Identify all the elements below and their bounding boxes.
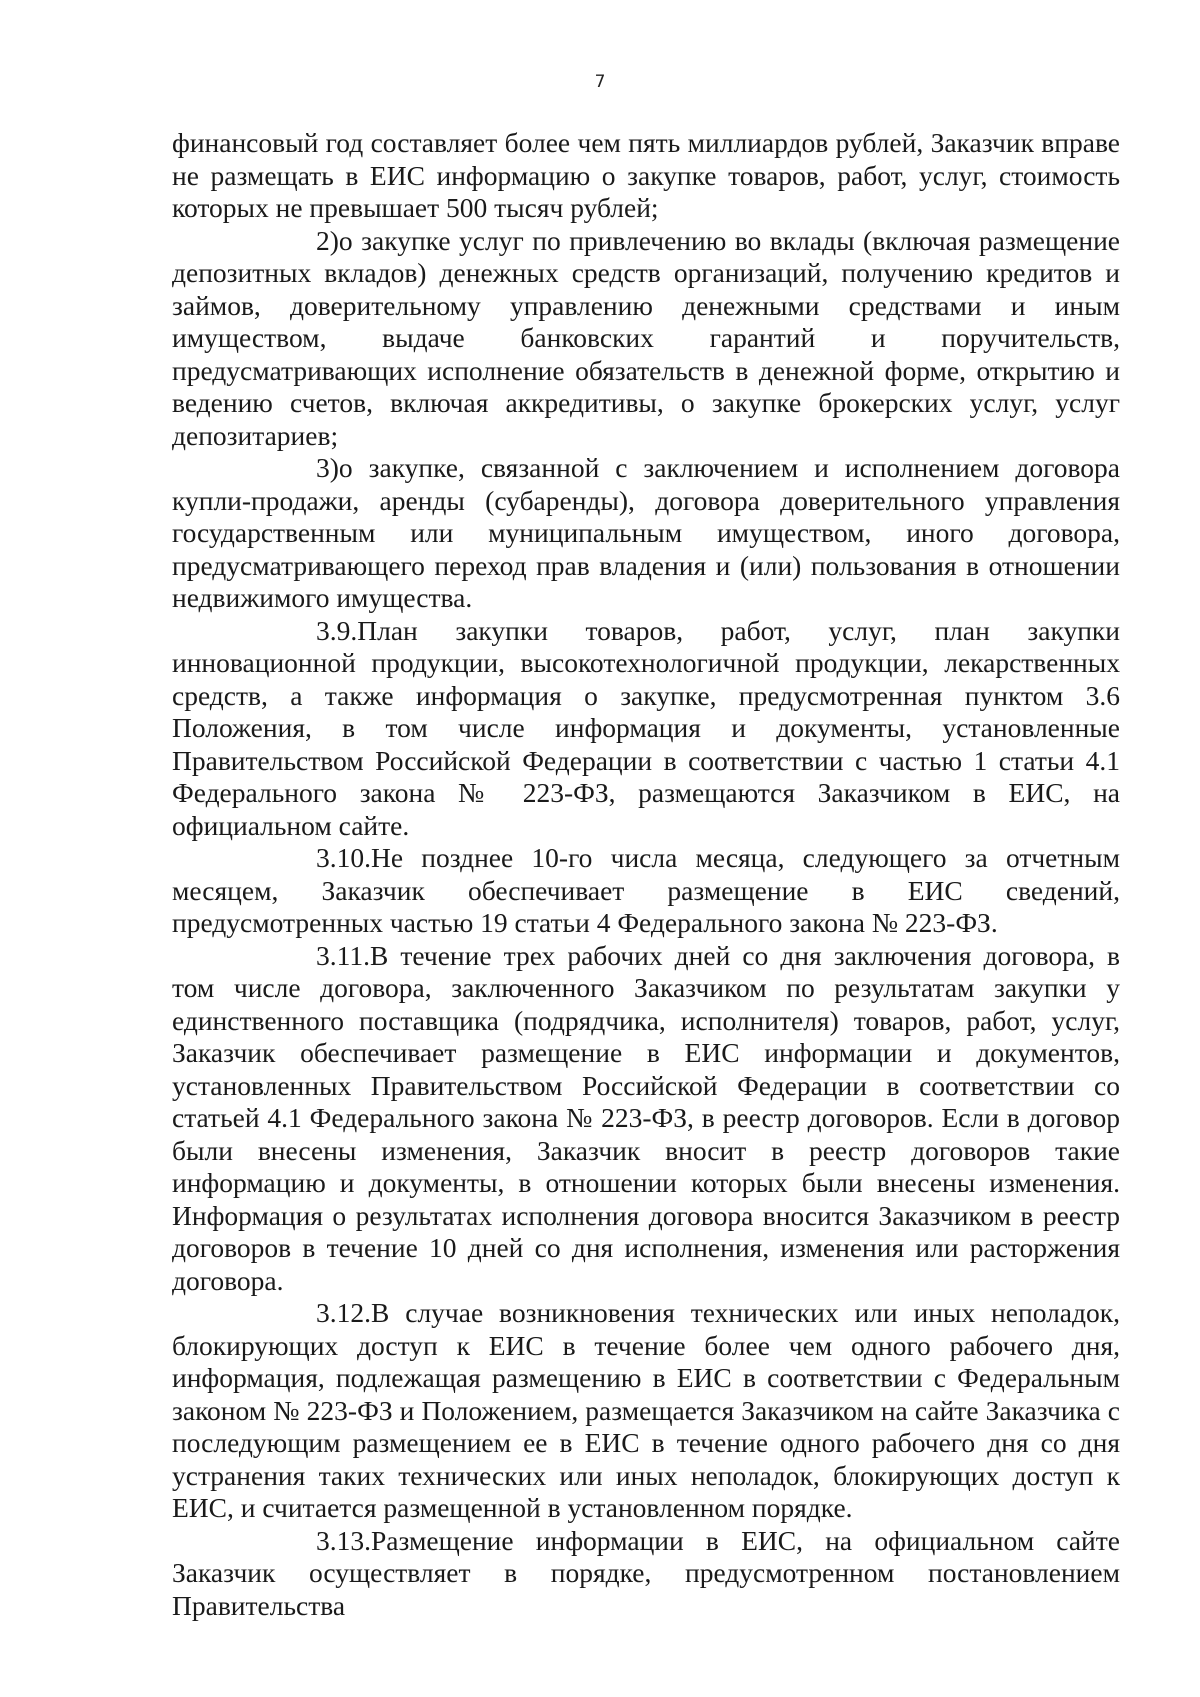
paragraph-clause-3-10 bbox=[172, 842, 1120, 940]
paragraph-continuation bbox=[172, 127, 1120, 225]
paragraph-number: 3.9. bbox=[316, 614, 358, 646]
paragraph-text: о закупке услуг по привлечению во вклады (включая размещение депозитных вкладов) денежных средств организаций, получению кредитов и займов, доверительному управлению денежными средствами и иным имуществом, выдаче банковских гарантий и поручительств, предусматривающих исполнение обязательств в денежной форме, открытию и ведению счетов, включая аккредитивы, о закупке брокерских услуг, услуг депозитариев; bbox=[172, 224, 1120, 451]
document-body bbox=[172, 127, 1120, 1622]
paragraph-item-3 bbox=[172, 452, 1120, 615]
paragraph-clause-3-13 bbox=[172, 1525, 1120, 1623]
paragraph-clause-3-9 bbox=[172, 615, 1120, 843]
paragraph-number: 2) bbox=[316, 224, 339, 256]
paragraph-number: 3.12. bbox=[316, 1297, 371, 1328]
page-number: 7 bbox=[594, 72, 606, 92]
paragraph-text: финансовый год составляет более чем пять миллиардов рублей, Заказчик вправе не размещать в ЕИС информацию о закупке товаров, работ, услуг, стоимость которых не превышает 500 тысяч рублей; bbox=[172, 127, 1120, 223]
paragraph-clause-3-11 bbox=[172, 940, 1120, 1298]
paragraph-number: 3) bbox=[316, 452, 339, 483]
paragraph-number: 3.11. bbox=[316, 939, 370, 971]
paragraph-text: о закупке, связанной с заключением и исполнением договора купли-продажи, аренды (субаренды), договора доверительного управления государственным или муниципальным имуществом, иного договора, предусматривающего переход прав владения и (или) пользования в отношении недвижимого имущества. bbox=[172, 452, 1120, 613]
paragraph-text: В случае возникновения технических или иных неполадок, блокирующих доступ к ЕИС в течение более чем одного рабочего дня, информация, подлежащая размещению в ЕИС в соответствии с Федеральным законом № 223-ФЗ и Положением, размещается Заказчиком на сайте Заказчика с последующим размещением ее в ЕИС в течение одного рабочего дня со дня устранения таких технических или иных неполадок, блокирующих доступ к ЕИС, и считается размещенной в установленном порядке. bbox=[172, 1297, 1120, 1523]
paragraph-text: Не позднее 10-го числа месяца, следующего за отчетным месяцем, Заказчик обеспечивает размещение в ЕИС сведений, предусмотренных частью 19 статьи 4 Федерального закона № 223-ФЗ. bbox=[172, 842, 1120, 938]
paragraph-clause-3-12 bbox=[172, 1297, 1120, 1525]
paragraph-text: В течение трех рабочих дней со дня заключения договора, в том числе договора, заключенного Заказчиком по результатам закупки у единственного поставщика (подрядчика, исполнителя) товаров, работ, услуг, Заказчик обеспечивает размещение в ЕИС информации и документов, установленных Правительством Российской Федерации в соответствии со статьей 4.1 Федерального закона № 223-ФЗ, в реестр договоров. Если в договор были внесены изменения, Заказчик вносит в реестр договоров такие информацию и документы, в отношении которых были внесены изменения. Информация о результатах исполнения договора вносится Заказчиком в реестр договоров в течение 10 дней со дня исполнения, изменения или расторжения договора. bbox=[172, 939, 1120, 1296]
paragraph-text: Размещение информации в ЕИС, на официальном сайте Заказчик осуществляет в порядке, предусмотренном постановлением Правительства bbox=[172, 1524, 1120, 1621]
paragraph-number: 3.10. bbox=[316, 842, 371, 873]
paragraph-number: 3.13. bbox=[316, 1524, 371, 1556]
paragraph-item-2 bbox=[172, 225, 1120, 453]
paragraph-text: План закупки товаров, работ, услуг, план закупки инновационной продукции, высокотехнологичной продукции, лекарственных средств, а также информация о закупке, предусмотренная пунктом 3.6 Положения, в том числе информация и документы, установленные Правительством Российской Федерации в соответствии с частью 1 статьи 4.1 Федерального закона № 223-ФЗ, размещаются Заказчиком в ЕИС, на официальном сайте. bbox=[172, 614, 1120, 841]
